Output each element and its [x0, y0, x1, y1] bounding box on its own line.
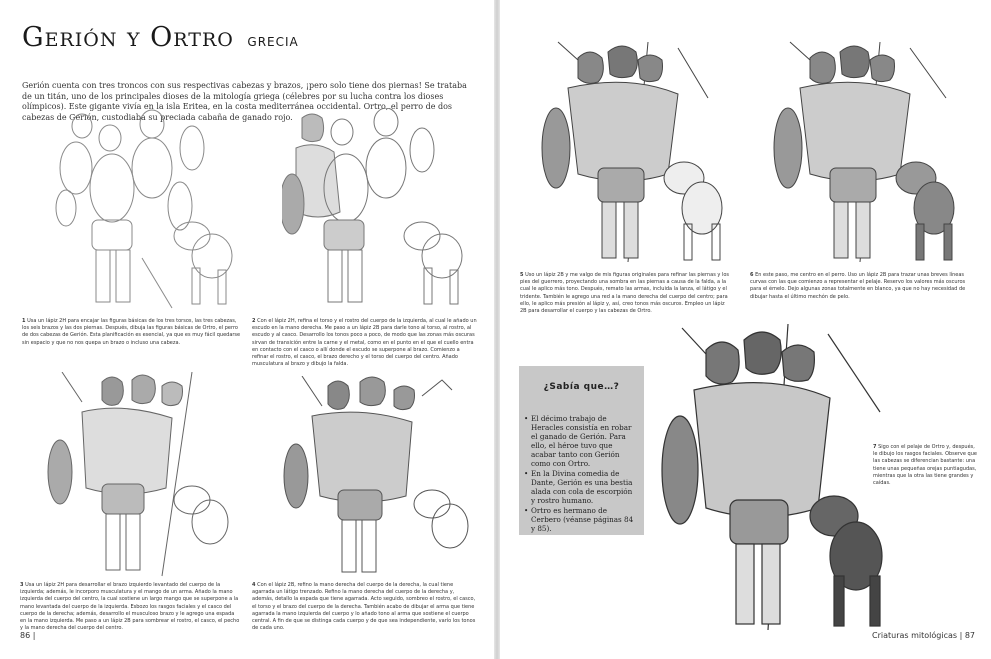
step-7-sketch	[658, 320, 888, 632]
step-6-sketch	[770, 38, 960, 264]
step-5-sketch	[538, 38, 728, 264]
did-you-know-item: • En la Divina comedia de Dante, Gerión es una bestia alada con cola de escorpión y rostro humano.	[531, 469, 636, 505]
step-5-caption: 5 Uso un lápiz 2B y me valgo de mis figuras originales para refinar las piernas y los pies del guerrero, proyectando una sombra en las piernas a causa de la falda, a la cual le aplico más tono. Después, remato las armas, incluida la lanza, el látigo y el tridente. También le agrego una red a la mano derecha del cuerpo del centro; para ello, le aplico más presión al lápiz y, así, creo tonos más oscuros. Empleo un lápiz 2B para desarrollar el cuerpo y las cabezas de Ortro.	[520, 272, 730, 315]
did-you-know-heading: ¿Sabía que…?	[543, 382, 620, 392]
intro-paragraph: Gerión cuenta con tres troncos con sus respectivas cabezas y brazos, ¡pero solo tiene dos piernas! Se trataba de un titán, uno de los principales dioses de la mitología griega (célebres por su lucha contra los dioses olímpicos). Este gigante vivía en la isla Eritea, en la costa mediterránea occidental. Ortro, el perro de dos cabezas de Gerión, custodiaba su preciada cabaña de ganado rojo.	[22, 81, 467, 122]
step-4-caption: 4 Con el lápiz 2B, refino la mano derecha del cuerpo de la derecha, la cual tiene agarrada un látigo trenzado. Refino la mano derecha del cuerpo de la derecha y, además, detallo la espada que tiene agarrada. Acto seguido, sombreo el rostro, el casco, el torso y el brazo del cuerpo de la derecha. También acabo de dibujar el arma que tiene agarrada la mano izquierda del cuerpo y lo añado tono al arma que sostiene el cuerpo central. A fin de que se distinga cada cuerpo y de que sea independiente, varío los tonos de cada uno.	[252, 582, 476, 632]
step-2-caption: 2 Con el lápiz 2H, refina el torso y el rostro del cuerpo de la izquierda, al cual le añado un escudo en la mano derecha. Me paso a un lápiz 2B para darle tono al torso, al rostro, al escudo y al casco. Desarrollo los tonos poco a poco, de modo que las zonas más oscuras sirvan de transición entre la carne y el metal, como en el punto en el que el cuello entra en contacto con el casco o allí donde el escudo se superpone al brazo. Comienzo a refinar el rostro, el casco, el brazo derecho y el torso del cuerpo del centro. Añado musculatura al brazo y dibujo la falda.	[252, 318, 477, 368]
page-subtitle: GRECIA	[247, 35, 299, 49]
did-you-know-item: • Ortro es hermano de Cerbero (véanse páginas 84 y 85).	[531, 506, 636, 533]
step-2-sketch	[282, 108, 472, 312]
step-1-sketch	[52, 108, 242, 312]
did-you-know-list	[519, 414, 644, 533]
page-gutter	[494, 0, 500, 659]
page-title: Gerión y Ortro GRECIA	[22, 22, 299, 53]
step-3-sketch	[42, 372, 232, 577]
page-number-right: Criaturas mitológicas | 87	[872, 631, 976, 640]
did-you-know-item: • El décimo trabajo de Heracles consistía en robar el ganado de Gerión. Para ello, el héroe tuvo que acabar tanto con Gerión como con Ortro.	[531, 414, 636, 468]
step-7-caption: 7 Sigo con el pelaje de Ortro y, después, le dibujo los rasgos faciales. Observe que las cabezas se diferencian bastante: una tiene unas pequeñas orejas puntiagudas, mientras que la otra las tiene grandes y caídas.	[873, 444, 977, 487]
page-number-left: 86 |	[20, 631, 36, 640]
step-1-caption: 1 Usa un lápiz 2H para encajar las figuras básicas de los tres torsos, las tres cabezas, los seis brazos y las dos piernas. Después, dibuja las figuras básicas de Ortro, el perro de dos cabezas de Gerión. Esta planificación es esencial, ya que es muy fácil quedarse sin espacio y que no nos quepa un brazo o incluso una cabeza.	[22, 318, 241, 346]
step-6-caption: 6 En este paso, me centro en el perro. Uso un lápiz 2B para trazar unas breves líneas curvas con las que comienzo a representar el pelaje. Reservo los valores más oscuros para el émelo. Dejo algunas zonas totalmente en blanco, ya que no hay necesidad de dibujar hasta el último mechón de pelo.	[750, 272, 966, 300]
step-4-sketch	[282, 376, 472, 576]
did-you-know-box	[519, 366, 644, 535]
step-3-caption: 3 Usa un lápiz 2H para desarrollar el brazo izquierdo levantado del cuerpo de la izquierda; además, le incorporo musculatura y el mango de un arma. Añado la mano izquierda del cuerpo del centro, la cual sostiene un largo mango que se superpone a la mano levantada del cuerpo de la izquierda. Esbozo los rasgos faciales y el casco del cuerpo de la derecha; además, desarrollo el musculoso brazo y le agrego una espada en la mano izquierda. Me paso a un lápiz 2B para sombrear el rostro, el casco, el pecho y la mano derecha del cuerpo del centro.	[20, 582, 240, 632]
